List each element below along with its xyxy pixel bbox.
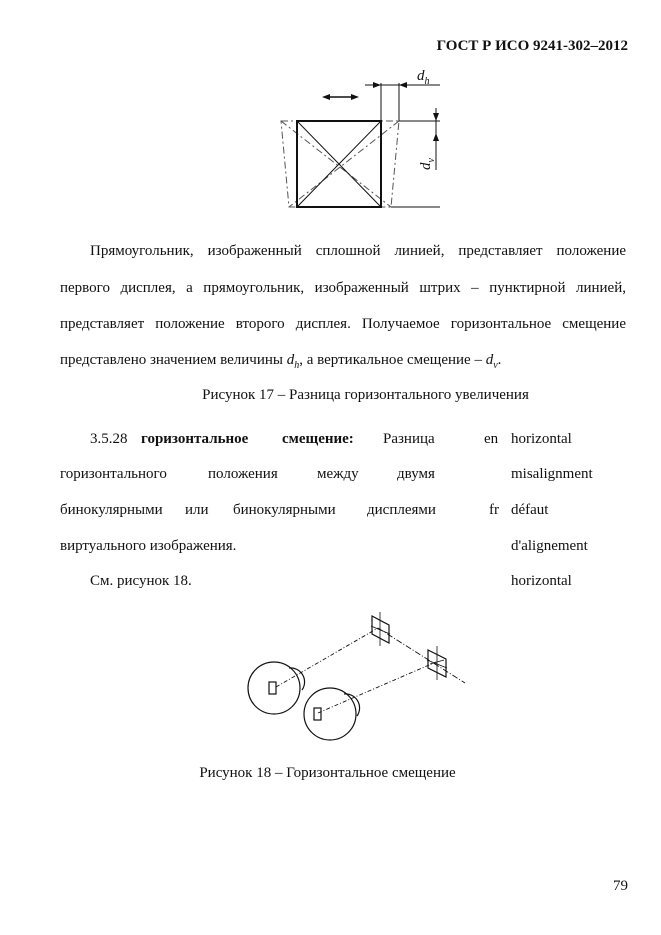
- term-number: 3.5.28: [90, 431, 128, 447]
- definition-word: горизонтального: [60, 466, 167, 482]
- definition-word: двумя: [397, 466, 435, 482]
- definition-word: между: [317, 466, 359, 482]
- figure-17-caption: Рисунок 17 – Разница горизонтального увеличения: [202, 387, 529, 403]
- dashed-rectangle: [281, 121, 399, 207]
- right-eye: [304, 688, 356, 740]
- dh-label: $d_h$: [417, 68, 430, 87]
- dv-label: $d_v$: [418, 158, 437, 170]
- figure-18-caption: Рисунок 18 – Горизонтальное смещение: [199, 765, 456, 781]
- right-eye-pupil: [314, 708, 321, 720]
- document-code: ГОСТ Р ИСО 9241-302–2012: [436, 38, 628, 54]
- axis-line: [378, 628, 465, 683]
- page-number: 79: [613, 878, 628, 894]
- definition-word: бинокулярными: [233, 502, 336, 518]
- left-eye: [248, 662, 300, 714]
- virtual-image-right: [428, 650, 446, 677]
- english-term: horizontal: [511, 431, 572, 447]
- term-name: горизонтальное: [141, 431, 249, 447]
- definition-word: или: [185, 502, 209, 518]
- dashed-diagonal: [289, 121, 399, 207]
- paragraph-line: представлено значением величины $d_h$, а вертикальное смещение – $d_v$.: [60, 352, 502, 371]
- paragraph-line: первого дисплея, а прямоугольник, изображенный штрих – пунктирной линией,: [60, 280, 626, 296]
- left-eye-cornea: [289, 668, 305, 690]
- paragraph-line: Прямоугольник, изображенный сплошной линией, представляет положение: [90, 243, 626, 259]
- solid-square: [297, 121, 381, 207]
- line-of-sight: [318, 662, 436, 713]
- french-term: d'alignement: [511, 538, 588, 554]
- solid-diagonal: [297, 121, 381, 207]
- left-eye-pupil: [269, 682, 276, 694]
- english-term: misalignment: [511, 466, 593, 482]
- line-of-sight: [276, 628, 378, 687]
- virtual-image-left: [372, 616, 389, 643]
- right-eye-cornea: [344, 694, 360, 716]
- definition-word: Разница: [383, 431, 435, 447]
- definition-line: виртуального изображения.: [60, 538, 237, 554]
- term-name: смещение:: [282, 431, 354, 447]
- french-term: défaut: [511, 502, 549, 518]
- definition-word: положения: [208, 466, 278, 482]
- lang-code-fr: fr: [489, 502, 499, 518]
- lang-code-en: en: [484, 431, 499, 447]
- definition-word: дисплеями: [367, 502, 436, 518]
- paragraph-line: представляет положение второго дисплея. Получаемое горизонтальное смещение: [60, 316, 626, 332]
- definition-word: бинокулярными: [60, 502, 163, 518]
- dashed-diagonal: [281, 121, 391, 207]
- see-figure-reference: См. рисунок 18.: [90, 573, 192, 589]
- solid-diagonal: [297, 121, 381, 207]
- french-term: horizontal: [511, 573, 572, 589]
